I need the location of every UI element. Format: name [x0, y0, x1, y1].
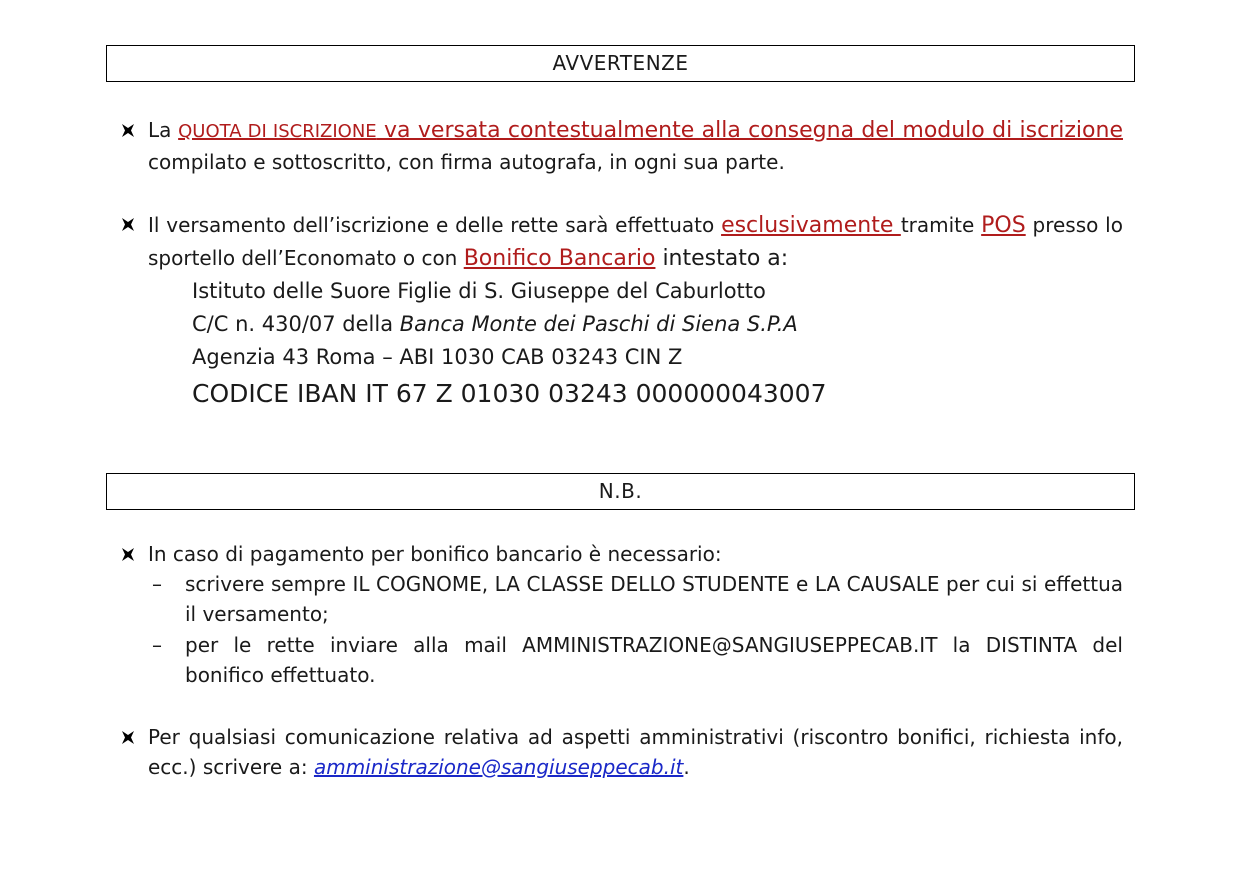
star-bullet-icon [120, 722, 136, 753]
avvertenze-header [106, 45, 1135, 82]
star-bullet-icon [120, 115, 136, 146]
quota-prefix: La [148, 118, 179, 142]
comunicazione-text: Per qualsiasi comunicazione relativa ad aspetti amministrativi (riscontro bonifici, richiesta info, ecc.) scrivere a: [148, 725, 1123, 779]
iban-code: CODICE IBAN IT 67 Z 01030 03243 000000043007 [192, 379, 827, 408]
dash-bullet: – [152, 633, 162, 657]
versamento-text-1: Il versamento dell’iscrizione e delle rette sarà effettuato [148, 213, 722, 237]
quota-link[interactable] [178, 118, 1123, 142]
versamento-text-3: presso lo sportello dell’Economato o con [148, 213, 1123, 270]
star-bullet-icon [120, 209, 136, 240]
bonifico-link[interactable]: Bonifico Bancario [463, 246, 656, 271]
pos-link[interactable]: POS [981, 213, 1026, 238]
email-link[interactable]: amministrazione@sangiuseppecab.it [313, 755, 684, 779]
comunicazione-end: . [683, 755, 690, 779]
star-bullet-icon [120, 539, 136, 570]
bank-line-conto [192, 308, 798, 341]
bank-line-agenzia: Agenzia 43 Roma – ABI 1030 CAB 03243 CIN Z [192, 345, 683, 369]
versamento-paragraph [148, 209, 1123, 275]
versamento-text-2: tramite [900, 213, 982, 237]
bank-line-istituto: Istituto delle Suore Figlie di S. Giuseppe del Caburlotto [192, 279, 766, 303]
versamento-text-4: intestato a: [655, 246, 789, 271]
bank-conto-prefix: C/C n. 430/07 della [192, 312, 400, 336]
quota-label: QUOTA DI ISCRIZIONE [178, 121, 377, 142]
nb-title: N.B. [598, 479, 643, 503]
dash-item-distinta [152, 630, 1123, 690]
list-item-bonifico [120, 539, 1123, 569]
dash-item-cognome [152, 569, 1123, 629]
dash-text-cognome: scrivere sempre IL COGNOME, LA CLASSE DELLO STUDENTE e LA CAUSALE per cui si effettua il versamento; [185, 572, 1123, 626]
esclusivamente-link[interactable]: esclusivamente [721, 213, 901, 238]
comunicazione-paragraph [148, 722, 1123, 782]
list-item-versamento [120, 209, 1123, 275]
dash-bullet: – [152, 572, 162, 596]
dash-text-distinta: per le rette inviare alla mail AMMINISTRAZIONE@SANGIUSEPPECAB.IT la DISTINTA del bonifico effettuato. [185, 633, 1123, 687]
avvertenze-title: AVVERTENZE [552, 51, 689, 75]
list-item-comunicazione [120, 722, 1123, 782]
nb-header [106, 473, 1135, 510]
bonifico-intro: In caso di pagamento per bonifico bancario è necessario: [148, 542, 722, 566]
quota-link-text: va versata contestualmente alla consegna del modulo di iscrizione [376, 118, 1123, 143]
quota-rest: compilato e sottoscritto, con firma autografa, in ogni sua parte. [148, 150, 785, 174]
list-item-quota [120, 115, 1123, 178]
quota-paragraph [148, 115, 1123, 178]
bank-name: Banca Monte dei Paschi di Siena S.P.A [399, 312, 798, 336]
